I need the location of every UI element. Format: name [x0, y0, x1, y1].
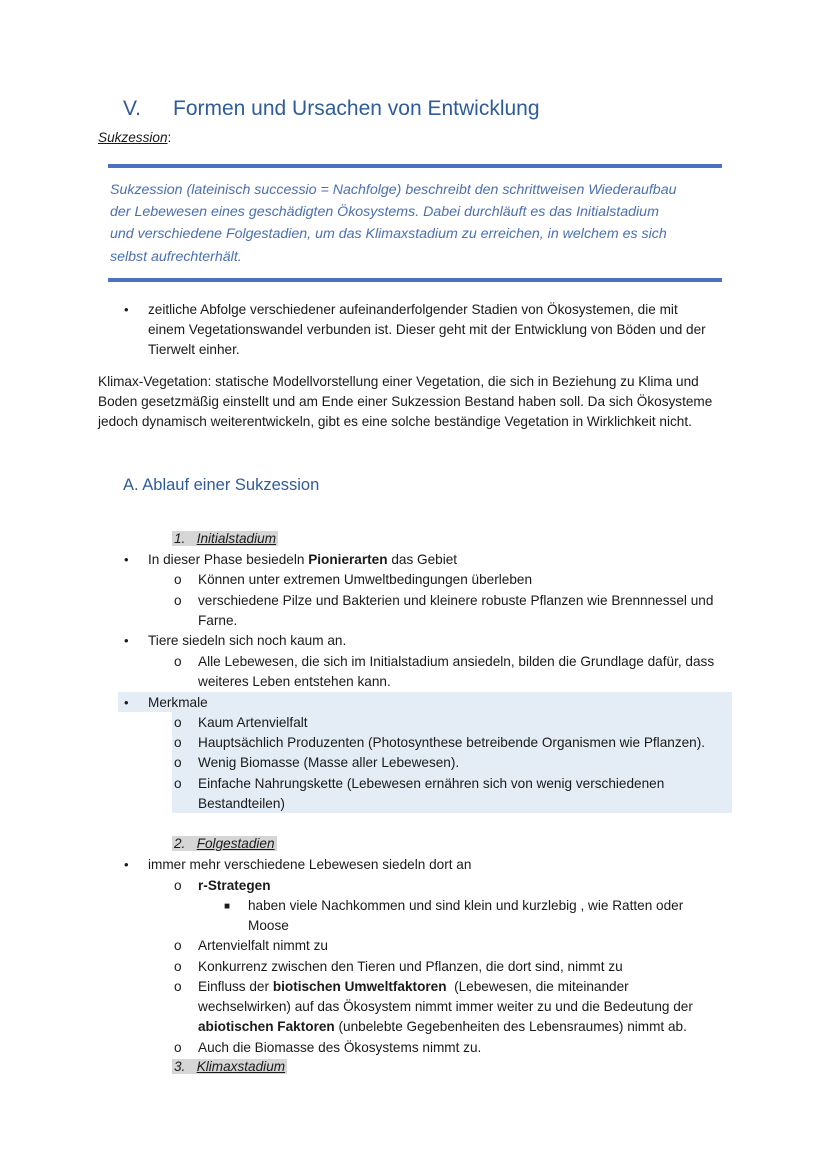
intro-bullet-text: Tierwelt einher.: [148, 342, 240, 357]
stage-2-bullet: immer mehr verschiedene Lebewesen siedeln dort an: [148, 857, 472, 872]
stage-1-subitem: Alle Lebewesen, die sich im Initialstadium ansiedeln, bilden die Grundlage dafür, dass: [198, 654, 715, 669]
stage-2-heading: 2. Folgestadien: [174, 836, 275, 851]
definition-top-rule: [108, 164, 722, 168]
stage-1-bullet: In dieser Phase besiedeln Pionierarten das Gebiet: [148, 552, 458, 567]
stage-2-subitem: Artenvielfalt nimmt zu: [198, 938, 328, 953]
stage-3-heading: 3. Klimaxstadium: [174, 1059, 286, 1074]
stage-1-subitem: verschiedene Pilze und Bakterien und kleinere robuste Pflanzen wie Brennnessel und: [198, 593, 714, 608]
klimax-paragraph-line: Boden gesetzmäßig einstellt und am Ende einer Sukzession Bestand haben soll. Da sich Ökosysteme: [98, 394, 713, 409]
circle-bullet-icon: o: [174, 959, 182, 974]
circle-bullet-icon: o: [174, 654, 182, 669]
merkmal-item: Kaum Artenvielfalt: [198, 715, 308, 730]
merkmal-item: Einfache Nahrungskette (Lebewesen ernähren sich von wenig verschiedenen: [198, 776, 665, 791]
bullet-icon: •: [124, 633, 129, 648]
stage-1-subitem: Farne.: [198, 613, 238, 628]
stage-2-subitem: wechselwirken) auf das Ökosystem nimmt immer weiter zu und die Bedeutung der: [198, 999, 693, 1014]
circle-bullet-icon: o: [174, 572, 182, 587]
stage-2-subitem: abiotischen Faktoren (unbelebte Gegebenheiten des Lebensraumes) nimmt ab.: [198, 1019, 687, 1034]
square-bullet-icon: ■: [224, 901, 231, 912]
definition-line: und verschiedene Folgestadien, um das Klimaxstadium zu erreichen, in welchem es sich: [110, 226, 667, 243]
bullet-icon: •: [124, 552, 129, 567]
circle-bullet-icon: o: [174, 1040, 182, 1055]
section-heading-a: A. Ablauf einer Sukzession: [123, 476, 320, 494]
circle-bullet-icon: o: [174, 878, 182, 893]
bullet-icon: •: [124, 857, 129, 872]
definition-line: der Lebewesen eines geschädigten Ökosystems. Dabei durchläuft es das Initialstadium: [110, 204, 659, 221]
circle-bullet-icon: o: [174, 938, 182, 953]
merkmale-highlight: [118, 692, 732, 712]
bullet-icon: •: [124, 695, 129, 710]
merkmal-item: Wenig Biomasse (Masse aller Lebewesen).: [198, 755, 460, 770]
circle-bullet-icon: o: [174, 776, 182, 791]
klimax-paragraph-line: jedoch dynamisch weiterentwickeln, gibt es eine solche beständige Vegetation in Wirklichkeit nicht.: [98, 414, 692, 429]
stage-1-subitem: weiteres Leben entstehen kann.: [198, 674, 391, 689]
klimax-paragraph-line: Klimax-Vegetation: statische Modellvorstellung einer Vegetation, die sich in Beziehung zu Klima und: [98, 374, 699, 389]
stage-1-subitem: Können unter extremen Umweltbedingungen überleben: [198, 572, 533, 587]
stage-1-bullet: Tiere siedeln sich noch kaum an.: [148, 633, 347, 648]
intro-bullet-text: zeitliche Abfolge verschiedener aufeinanderfolgender Stadien von Ökosystemen, die mit: [148, 302, 678, 317]
merkmale-heading: Merkmale: [148, 695, 208, 710]
circle-bullet-icon: o: [174, 715, 182, 730]
definition-line: Sukzession (lateinisch successio = Nachfolge) beschreibt den schrittweisen Wiederaufbau: [110, 182, 677, 198]
stage-2-subitem: r-Strategen: [198, 878, 271, 893]
stage-2-subitem: Auch die Biomasse des Ökosystems nimmt zu.: [198, 1040, 482, 1055]
stage-2-subitem: Einfluss der biotischen Umweltfaktoren (Lebewesen, die miteinander: [198, 979, 629, 994]
circle-bullet-icon: o: [174, 979, 182, 994]
circle-bullet-icon: o: [174, 735, 182, 750]
stage-1-heading: 1. Initialstadium: [174, 531, 277, 546]
definition-box: [110, 179, 718, 268]
definition-bottom-rule: [108, 278, 722, 282]
sukzession-label: Sukzession:: [98, 130, 172, 145]
bullet-icon: •: [124, 302, 129, 317]
stage-2-subsubitem: Moose: [248, 918, 289, 933]
definition-line: selbst aufrechterhält.: [110, 248, 242, 265]
circle-bullet-icon: o: [174, 593, 182, 608]
stage-2-subitem: Konkurrenz zwischen den Tieren und Pflanzen, die dort sind, nimmt zu: [198, 959, 623, 974]
intro-bullet-text: einem Vegetationswandel verbunden ist. Dieser geht mit der Entwicklung von Böden und der: [148, 322, 706, 337]
merkmal-item: Bestandteilen): [198, 796, 285, 811]
merkmal-item: Hauptsächlich Produzenten (Photosynthese betreibende Organismen wie Pflanzen).: [198, 735, 706, 750]
circle-bullet-icon: o: [174, 755, 182, 770]
stage-2-subsubitem: haben viele Nachkommen und sind klein und kurzlebig , wie Ratten oder: [248, 898, 684, 913]
page-title: V. Formen und Ursachen von Entwicklung: [123, 97, 540, 120]
